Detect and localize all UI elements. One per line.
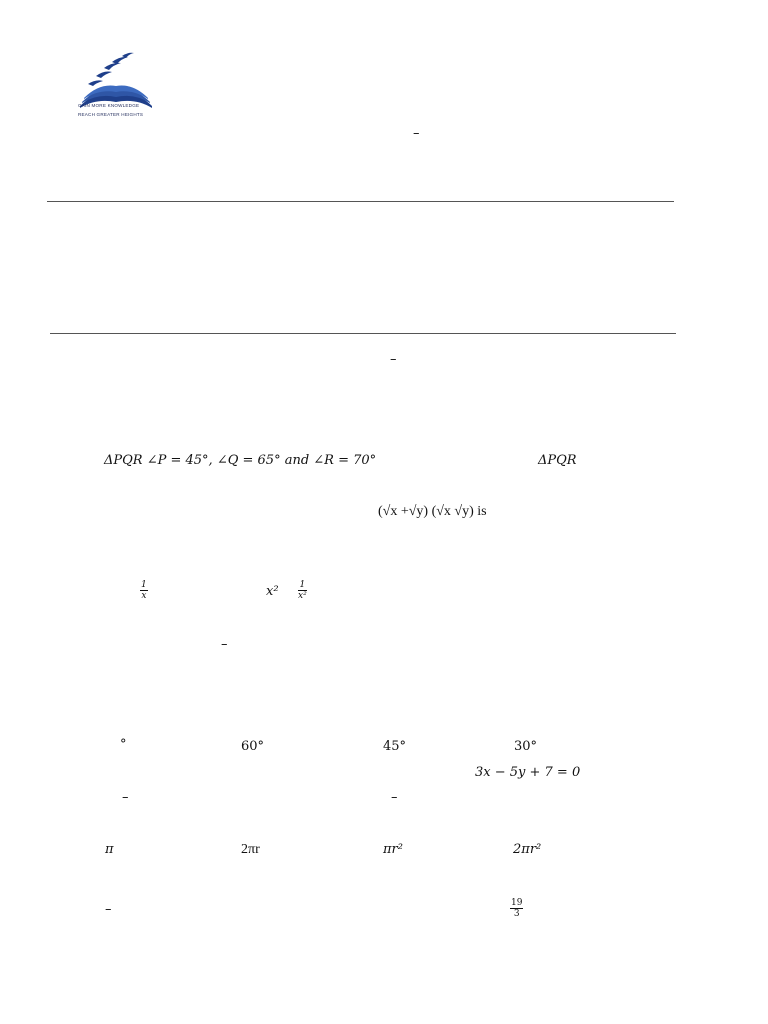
option-d: 30°: [514, 739, 538, 754]
header-dash: –: [413, 126, 420, 141]
triangle-question: ΔPQR ∠P = 45°, ∠Q = 65° and ∠R = 70°: [104, 453, 377, 468]
fraction-one-over-x-squared: $\frac{1}{\text{x²}}$: [298, 580, 307, 601]
x-squared: x²: [266, 584, 279, 599]
fraction-one-over-x: $\frac{1}{x}$: [141, 580, 147, 601]
degree-symbol: °: [120, 737, 127, 752]
bird-icon: [88, 80, 103, 86]
fraction-19-over-3: $\frac{19}{3}$: [511, 898, 523, 919]
root-expression: (√x +√y) (√x √y) is: [378, 504, 487, 519]
school-logo: [74, 48, 158, 122]
question-dash: –: [105, 902, 112, 917]
option-b: 2πr: [241, 842, 260, 857]
line-equation: 3x − 5y + 7 = 0: [475, 765, 581, 780]
logo-tagline: REACH GREATER HEIGHTS: [78, 112, 144, 117]
logo-tagline: GAIN MORE KNOWLEDGE: [78, 103, 140, 108]
option-d: 2πr²: [513, 842, 542, 857]
divider-line: [50, 333, 676, 334]
triangle-ref: ΔPQR: [538, 453, 577, 468]
question-dash: –: [221, 637, 228, 652]
option-c: 45°: [383, 739, 407, 754]
option-b: 60°: [241, 739, 265, 754]
option-dash: –: [122, 790, 129, 805]
option-a-pi: π: [105, 842, 114, 857]
option-c: πr²: [383, 842, 403, 857]
bird-icon: [96, 72, 112, 79]
option-dash: –: [391, 790, 398, 805]
section-dash: –: [390, 352, 397, 367]
bird-icon: [104, 63, 121, 70]
divider-line: [47, 201, 674, 202]
